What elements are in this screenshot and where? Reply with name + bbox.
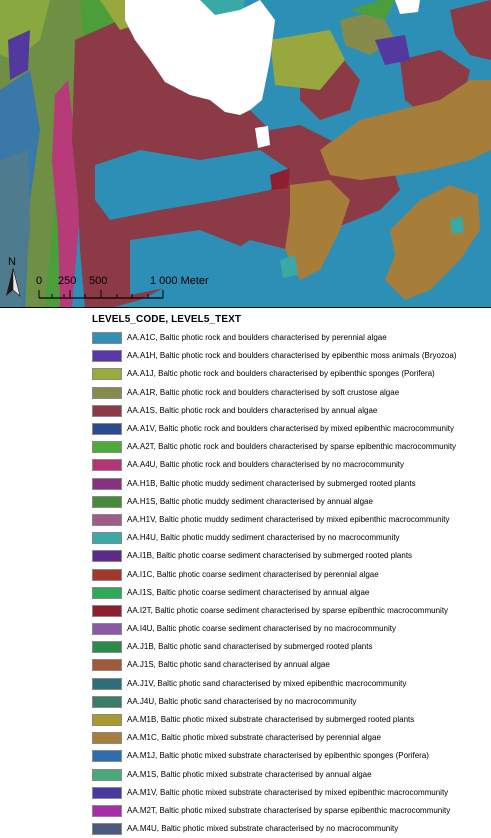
legend-swatch	[92, 332, 122, 344]
legend-label: AA.A1R, Baltic photic rock and boulders characterised by soft crustose algae	[127, 387, 400, 397]
legend-item	[92, 456, 487, 474]
legend-label: AA.A1V, Baltic photic rock and boulders characterised by mixed epibenthic macrocommunity	[127, 424, 454, 434]
legend-swatch	[92, 714, 122, 726]
legend-swatch	[92, 569, 122, 581]
legend-item	[92, 766, 487, 784]
legend-item	[92, 747, 487, 765]
legend-item	[92, 638, 487, 656]
legend	[92, 313, 487, 838]
legend-swatch	[92, 659, 122, 671]
legend-item	[92, 475, 487, 493]
legend-item	[92, 620, 487, 638]
legend-swatch	[92, 441, 122, 453]
legend-item	[92, 402, 487, 420]
legend-item	[92, 420, 487, 438]
scale-label-0: 0	[36, 275, 43, 287]
legend-label: AA.J4U, Baltic photic sand characterised by no macrocommunity	[127, 696, 357, 706]
legend-label: AA.H1V, Baltic photic muddy sediment characterised by mixed epibenthic macrocommunity	[127, 514, 450, 524]
legend-label: AA.M2T, Baltic photic mixed substrate characterised by sparse epibenthic macrocommunity	[127, 805, 451, 815]
legend-item	[92, 656, 487, 674]
legend-label: AA.A1J, Baltic photic rock and boulders characterised by epibenthic sponges (Porifera)	[127, 369, 435, 379]
habitat-map[interactable]	[0, 0, 491, 308]
legend-item	[92, 784, 487, 802]
legend-item	[92, 493, 487, 511]
legend-item	[92, 802, 487, 820]
legend-label: AA.I4U, Baltic photic coarse sediment characterised by no macrocommunity	[127, 624, 397, 634]
legend-item	[92, 675, 487, 693]
legend-swatch	[92, 405, 122, 417]
legend-label: AA.M1C, Baltic photic mixed substrate characterised by perennial algae	[127, 733, 381, 743]
legend-item	[92, 511, 487, 529]
legend-item	[92, 329, 487, 347]
legend-label: AA.M4U, Baltic photic mixed substrate characterised by no macrocommunity	[127, 824, 399, 834]
legend-label: AA.I2T, Baltic photic coarse sediment characterised by sparse epibenthic macrocommunity	[127, 605, 449, 615]
legend-label: AA.H1S, Baltic photic muddy sediment characterised by annual algae	[127, 496, 373, 506]
legend-swatch	[92, 350, 122, 362]
legend-swatch	[92, 769, 122, 781]
legend-swatch	[92, 550, 122, 562]
legend-swatch	[92, 605, 122, 617]
legend-item	[92, 693, 487, 711]
legend-swatch	[92, 532, 122, 544]
legend-label: AA.A1S, Baltic photic rock and boulders characterised by annual algae	[127, 405, 378, 415]
legend-label: AA.J1B, Baltic photic sand characterised by submerged rooted plants	[127, 642, 373, 652]
north-label: N	[8, 256, 16, 268]
legend-label: AA.I1C, Baltic photic coarse sediment characterised by perennial algae	[127, 569, 379, 579]
legend-title: LEVEL5_CODE, LEVEL5_TEXT	[92, 314, 242, 325]
legend-label: AA.H1B, Baltic photic muddy sediment characterised by submerged rooted plants	[127, 478, 416, 488]
legend-item	[92, 365, 487, 383]
legend-swatch	[92, 587, 122, 599]
legend-swatch	[92, 750, 122, 762]
legend-swatch	[92, 787, 122, 799]
legend-swatch	[92, 514, 122, 526]
legend-swatch	[92, 641, 122, 653]
legend-label: AA.M1B, Baltic photic mixed substrate characterised by submerged rooted plants	[127, 715, 415, 725]
scale-label-1000-meter: 1 000 Meter	[150, 275, 209, 287]
scale-label-250: 250	[58, 275, 77, 287]
legend-item	[92, 584, 487, 602]
legend-label: AA.M1V, Baltic photic mixed substrate characterised by mixed epibenthic macrocommunity	[127, 787, 449, 797]
legend-items	[92, 329, 487, 838]
legend-swatch	[92, 696, 122, 708]
legend-swatch	[92, 823, 122, 835]
legend-label: AA.I1B, Baltic photic coarse sediment characterised by submerged rooted plants	[127, 551, 413, 561]
legend-label: AA.H4U, Baltic photic muddy sediment characterised by no macrocommunity	[127, 533, 400, 543]
legend-item	[92, 438, 487, 456]
legend-label: AA.I1S, Baltic photic coarse sediment characterised by annual algae	[127, 587, 370, 597]
legend-swatch	[92, 496, 122, 508]
legend-item	[92, 711, 487, 729]
legend-item	[92, 820, 487, 838]
legend-swatch	[92, 678, 122, 690]
legend-label: AA.J1S, Baltic photic sand characterised by annual algae	[127, 660, 330, 670]
legend-swatch	[92, 623, 122, 635]
legend-item	[92, 347, 487, 365]
legend-label: AA.A1C, Baltic photic rock and boulders characterised by perennial algae	[127, 333, 387, 343]
legend-item	[92, 565, 487, 583]
legend-item	[92, 729, 487, 747]
legend-swatch	[92, 387, 122, 399]
legend-swatch	[92, 459, 122, 471]
legend-label: AA.A4U, Baltic photic rock and boulders characterised by no macrocommunity	[127, 460, 405, 470]
legend-label: AA.M1J, Baltic photic mixed substrate characterised by epibenthic sponges (Porifera)	[127, 751, 429, 761]
legend-label: AA.M1S, Baltic photic mixed substrate characterised by annual algae	[127, 769, 372, 779]
legend-swatch	[92, 478, 122, 490]
legend-item	[92, 547, 487, 565]
legend-item	[92, 602, 487, 620]
legend-label: AA.A2T, Baltic photic rock and boulders characterised by sparse epibenthic macrocommunity	[127, 442, 457, 452]
legend-swatch	[92, 732, 122, 744]
legend-label: AA.A1H, Baltic photic rock and boulders characterised by epibenthic moss animals (Bryozoa)	[127, 351, 457, 361]
scale-label-500: 500	[89, 275, 108, 287]
legend-label: AA.J1V, Baltic photic sand characterised by mixed epibenthic macrocommunity	[127, 678, 407, 688]
legend-swatch	[92, 805, 122, 817]
legend-swatch	[92, 368, 122, 380]
legend-item	[92, 384, 487, 402]
legend-item	[92, 529, 487, 547]
legend-swatch	[92, 423, 122, 435]
